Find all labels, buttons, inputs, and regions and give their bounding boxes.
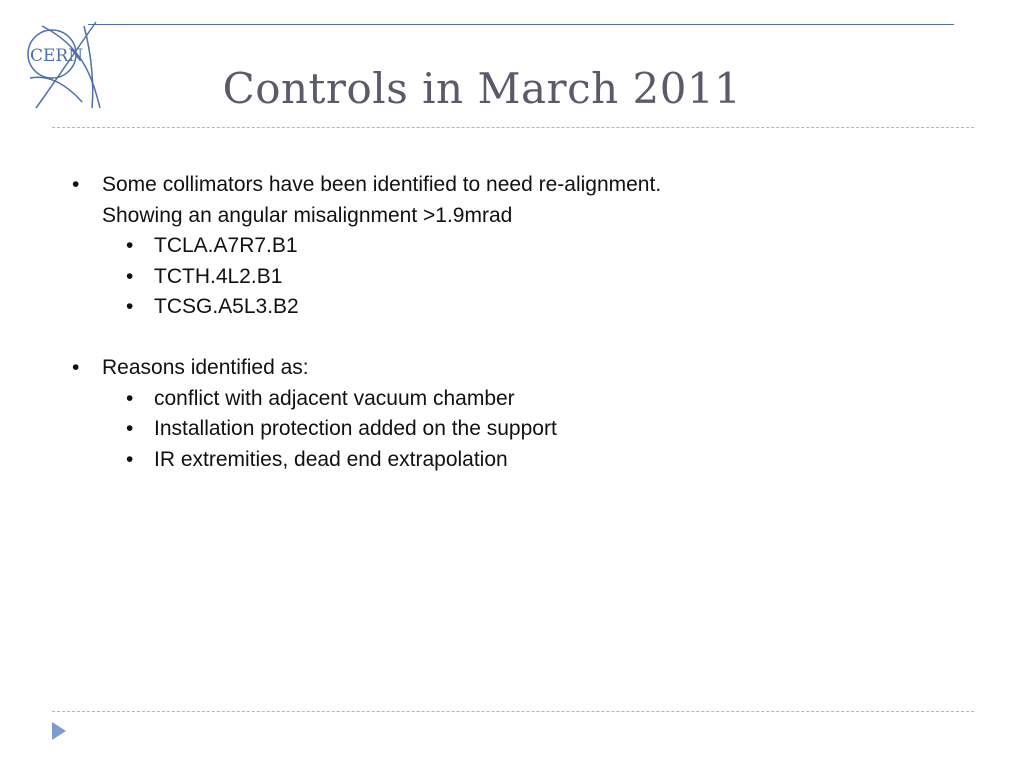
sub-bullet-item <box>70 445 950 476</box>
sub-bullet-item <box>70 384 950 415</box>
next-arrow-icon[interactable] <box>52 722 66 740</box>
logo-text: CERN <box>30 46 84 66</box>
bullet-glyph: • <box>126 264 134 288</box>
bullet-glyph: • <box>72 173 80 196</box>
bullet-glyph: • <box>72 356 80 379</box>
sub-bullet-text: TCTH.4L2.B1 <box>154 264 283 288</box>
sub-bullet-item <box>70 262 950 293</box>
bullet-line: Reasons identified as: <box>102 356 309 379</box>
sub-bullet-text: IR extremities, dead end extrapolation <box>154 447 508 471</box>
bullet-glyph: • <box>126 386 134 410</box>
sub-bullet-item <box>70 292 950 323</box>
bullet-glyph: • <box>126 234 134 257</box>
header-rule <box>88 24 954 25</box>
sub-bullet-item <box>70 231 950 262</box>
footer-divider <box>52 711 974 712</box>
bullet-glyph: • <box>126 295 134 318</box>
slide-body <box>70 170 950 475</box>
slide-title: Controls in March 2011 <box>222 64 742 113</box>
bullet-item <box>70 170 950 231</box>
sub-bullet-item <box>70 414 950 445</box>
sub-bullet-text: TCLA.A7R7.B1 <box>154 234 298 257</box>
title-divider <box>52 127 974 128</box>
sub-bullet-text: conflict with adjacent vacuum chamber <box>154 386 515 410</box>
bullet-item <box>70 353 950 384</box>
sub-bullet-text: Installation protection added on the support <box>154 417 557 440</box>
bullet-line: Showing an angular misalignment >1.9mrad <box>102 203 513 227</box>
bullet-line: Some collimators have been identified to need re-alignment. <box>102 173 662 196</box>
sub-bullet-text: TCSG.A5L3.B2 <box>154 295 299 318</box>
bullet-glyph: • <box>126 417 134 440</box>
spacer <box>70 323 950 354</box>
bullet-glyph: • <box>126 447 134 471</box>
